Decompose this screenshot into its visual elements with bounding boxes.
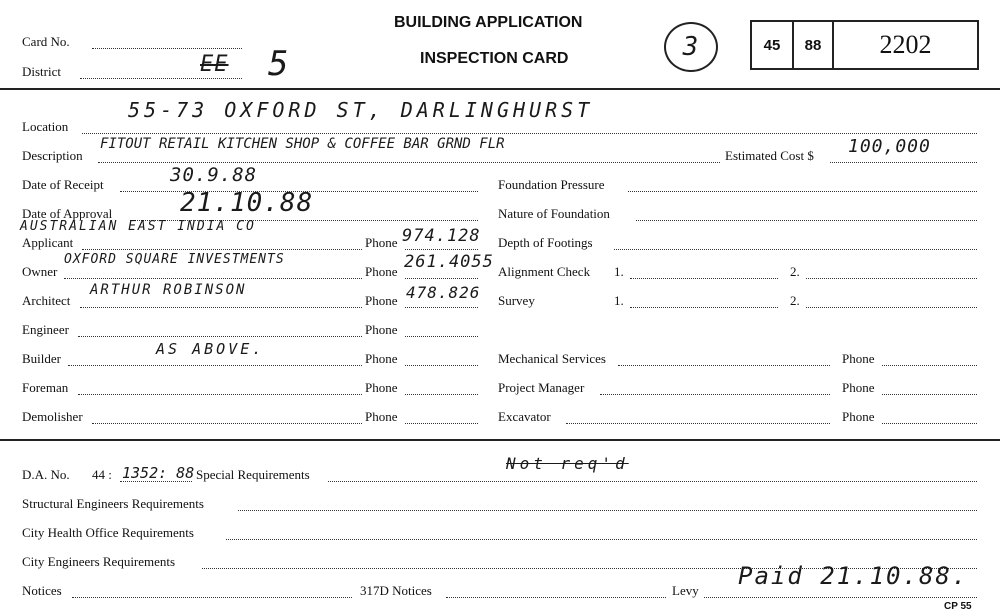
builder-label: Builder — [22, 351, 61, 366]
alignment-check-label: Alignment Check — [498, 264, 591, 279]
foreman-label: Foreman — [22, 380, 69, 395]
engineer-label: Engineer — [22, 322, 69, 337]
owner-phone-value: 261.4055 — [404, 252, 494, 272]
date-approval-value: 21.10.88 — [180, 188, 314, 218]
district-struck-value: EE — [200, 52, 229, 77]
architect-phone-value: 478.826 — [406, 283, 481, 302]
date-receipt-label: Date of Receipt — [22, 177, 104, 192]
card-number-box-b: 88 — [804, 36, 822, 54]
architect-line — [80, 307, 362, 308]
structural-line — [238, 510, 977, 511]
alignment-check-line2 — [806, 278, 977, 279]
alignment-check-num2: 2. — [790, 264, 800, 279]
location-value: 55-73 OXFORD ST, DARLINGHURST — [128, 98, 594, 122]
builder-line — [68, 365, 362, 366]
survey-num1: 1. — [614, 293, 624, 308]
builder-phone-line — [405, 365, 478, 366]
description-line — [98, 162, 720, 163]
project-manager-line — [600, 394, 830, 395]
owner-phone-line — [405, 278, 478, 279]
description-value: FITOUT RETAIL KITCHEN SHOP & COFFEE BAR GRND FLR — [100, 136, 505, 152]
survey-line1 — [630, 307, 778, 308]
applicant-line — [82, 249, 362, 250]
survey-num2: 2. — [790, 293, 800, 308]
form-code: CP 55 — [944, 601, 972, 612]
da-value: 1352: 88 — [122, 464, 195, 482]
location-line — [82, 133, 977, 134]
header-rule — [0, 88, 1000, 90]
architect-phone-line — [405, 307, 478, 308]
applicant-phone-label: Phone — [365, 235, 398, 250]
excavator-phone-label: Phone — [842, 409, 875, 424]
district-line — [80, 78, 242, 79]
owner-phone-label: Phone — [365, 264, 398, 279]
levy-line — [704, 597, 977, 598]
owner-label: Owner — [22, 264, 58, 279]
levy-label: Levy — [672, 583, 699, 598]
card-number-box-a: 45 — [763, 36, 781, 54]
card-no-label: Card No. — [22, 34, 70, 49]
builder-value: AS ABOVE. — [156, 340, 265, 358]
foundation-pressure-line — [628, 191, 977, 192]
form-subtitle: INSPECTION CARD — [420, 50, 569, 67]
owner-line — [64, 278, 362, 279]
demolisher-phone-label: Phone — [365, 409, 398, 424]
project-manager-label: Project Manager — [498, 380, 585, 395]
health-label: City Health Office Requirements — [22, 525, 194, 540]
engineer-line — [78, 336, 362, 337]
project-manager-phone-line — [882, 394, 977, 395]
levy-value: Paid 21.10.88. — [738, 562, 969, 590]
architect-phone-label: Phone — [365, 293, 398, 308]
section-rule — [0, 439, 1000, 441]
architect-label: Architect — [22, 293, 71, 308]
estimated-cost-value: 100,000 — [848, 136, 931, 157]
survey-label: Survey — [498, 293, 535, 308]
applicant-label: Applicant — [22, 235, 74, 250]
special-req-label: Special Requirements — [196, 467, 310, 482]
depth-footings-label: Depth of Footings — [498, 235, 593, 250]
mechanical-phone-label: Phone — [842, 351, 875, 366]
district-label: District — [22, 64, 61, 79]
foreman-phone-line — [405, 394, 478, 395]
mechanical-label: Mechanical Services — [498, 351, 606, 366]
foreman-phone-label: Phone — [365, 380, 398, 395]
card-no-line — [92, 48, 242, 49]
circled-mark-value: 3 — [682, 32, 700, 62]
health-line — [226, 539, 977, 540]
depth-footings-line — [614, 249, 977, 250]
card-number-box — [750, 20, 979, 70]
applicant-phone-value: 974.128 — [402, 226, 481, 246]
survey-line2 — [806, 307, 977, 308]
applicant-value: AUSTRALIAN EAST INDIA CO — [20, 219, 256, 234]
special-req-line — [328, 481, 977, 482]
da-label: D.A. No. — [22, 467, 70, 482]
builder-phone-label: Phone — [365, 351, 398, 366]
card-number-box-c: 2202 — [879, 30, 932, 59]
applicant-phone-line — [405, 249, 478, 250]
alignment-check-line1 — [630, 278, 778, 279]
notices-label: Notices — [22, 583, 62, 598]
notices-317d-line — [446, 597, 666, 598]
foundation-pressure-label: Foundation Pressure — [498, 177, 605, 192]
engineer-phone-line — [405, 336, 478, 337]
project-manager-phone-label: Phone — [842, 380, 875, 395]
mechanical-line — [618, 365, 830, 366]
notices-317d-label: 317D Notices — [360, 583, 432, 598]
foreman-line — [78, 394, 362, 395]
demolisher-phone-line — [405, 423, 478, 424]
notices-line — [72, 597, 352, 598]
demolisher-line — [92, 423, 362, 424]
estimated-cost-label: Estimated Cost $ — [725, 148, 814, 163]
nature-foundation-line — [636, 220, 977, 221]
architect-value: ARTHUR ROBINSON — [90, 282, 247, 298]
alignment-check-num1: 1. — [614, 264, 624, 279]
date-approval-label: Date of Approval — [22, 206, 113, 221]
circled-mark — [664, 22, 718, 72]
excavator-phone-line — [882, 423, 977, 424]
date-receipt-value: 30.9.88 — [170, 164, 258, 186]
excavator-label: Excavator — [498, 409, 551, 424]
structural-label: Structural Engineers Requirements — [22, 496, 204, 511]
nature-foundation-label: Nature of Foundation — [498, 206, 610, 221]
demolisher-label: Demolisher — [22, 409, 83, 424]
da-prefix: 44 : — [92, 467, 112, 482]
form-title: BUILDING APPLICATION — [394, 14, 583, 31]
estimated-cost-line — [830, 162, 977, 163]
owner-value: OXFORD SQUARE INVESTMENTS — [64, 252, 285, 267]
location-label: Location — [22, 119, 69, 134]
excavator-line — [566, 423, 830, 424]
special-req-value: Not req'd — [506, 454, 629, 473]
engineer-phone-label: Phone — [365, 322, 398, 337]
mechanical-phone-line — [882, 365, 977, 366]
district-value: 5 — [268, 44, 290, 84]
engineers-label: City Engineers Requirements — [22, 554, 176, 569]
description-label: Description — [22, 148, 83, 163]
